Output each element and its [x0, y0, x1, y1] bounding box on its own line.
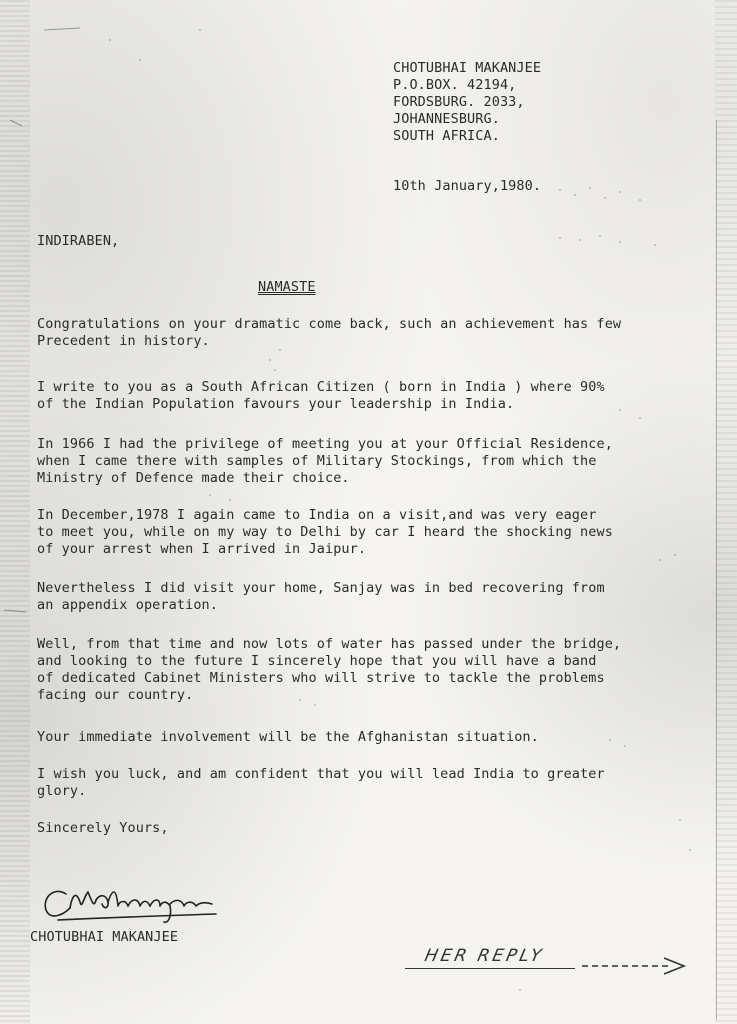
reply-annotation: [405, 940, 705, 990]
paragraph-line: I wish you luck, and am confident that you will lead India to greater: [37, 766, 605, 782]
paragraph-line: facing our country.: [37, 687, 194, 703]
paragraph-1978: [37, 507, 697, 558]
paragraph-line: I write to you as a South African Citizen ( born in India ) where 90%: [37, 379, 605, 395]
letter-date: 10th January,1980.: [393, 178, 542, 194]
sender-city-line: FORDSBURG. 2033,: [393, 94, 525, 110]
paragraph-line: to meet you, while on my way to Delhi by car I heard the shocking news: [37, 524, 613, 540]
paragraph-line: an appendix operation.: [37, 597, 219, 613]
paragraph-line: Ministry of Defence made their choice.: [37, 470, 350, 486]
sender-name: CHOTUBHAI MAKANJEE: [393, 60, 542, 76]
sender-box: P.O.BOX. 42194,: [393, 77, 517, 93]
paragraph-line: Nevertheless I did visit your home, Sanjay was in bed recovering from: [37, 580, 605, 596]
paragraph-line: In 1966 I had the privilege of meeting you at your Official Residence,: [37, 436, 613, 452]
paragraph-congratulations: [37, 316, 697, 350]
paragraph-wish: [37, 766, 697, 800]
signed-name: CHOTUBHAI MAKANJEE: [30, 929, 179, 945]
arrow-right-icon: [580, 952, 690, 976]
paragraph-line: of the Indian Population favours your leadership in India.: [37, 396, 515, 412]
paragraph-line: Congratulations on your dramatic come back, such an achievement has few: [37, 316, 622, 332]
reply-underline: [405, 968, 575, 969]
paragraph-line: of your arrest when I arrived in Jaipur.: [37, 541, 367, 557]
paragraph-line: and looking to the future I sincerely hope that you will have a band: [37, 653, 597, 669]
sender-city: JOHANNESBURG.: [393, 111, 500, 127]
handwritten-signature: [36, 872, 236, 932]
sender-address: [393, 60, 541, 145]
paragraph-line: glory.: [37, 783, 87, 799]
paragraph-line: Well, from that time and now lots of water has passed under the bridge,: [37, 636, 622, 652]
salutation: INDIRABEN,: [37, 233, 120, 249]
paragraph-1966: [37, 436, 697, 487]
paragraph-line: Precedent in history.: [37, 333, 210, 349]
paragraph-future: [37, 636, 697, 704]
closing: Sincerely Yours,: [37, 820, 169, 836]
paragraph-line: when I came there with samples of Military Stockings, from which the: [37, 453, 597, 469]
reply-note-text: HER REPLY: [422, 946, 546, 966]
paragraph-afghanistan: [37, 729, 697, 746]
greeting: NAMASTE: [258, 279, 316, 295]
paragraph-citizen: [37, 379, 697, 413]
sender-country: SOUTH AFRICA.: [393, 128, 500, 144]
paragraph-line: In December,1978 I again came to India on a visit,and was very eager: [37, 507, 597, 523]
paragraph-line: Your immediate involvement will be the Afghanistan situation.: [37, 729, 539, 745]
paragraph-visit: [37, 580, 697, 614]
paragraph-line: of dedicated Cabinet Ministers who will strive to tackle the problems: [37, 670, 605, 686]
